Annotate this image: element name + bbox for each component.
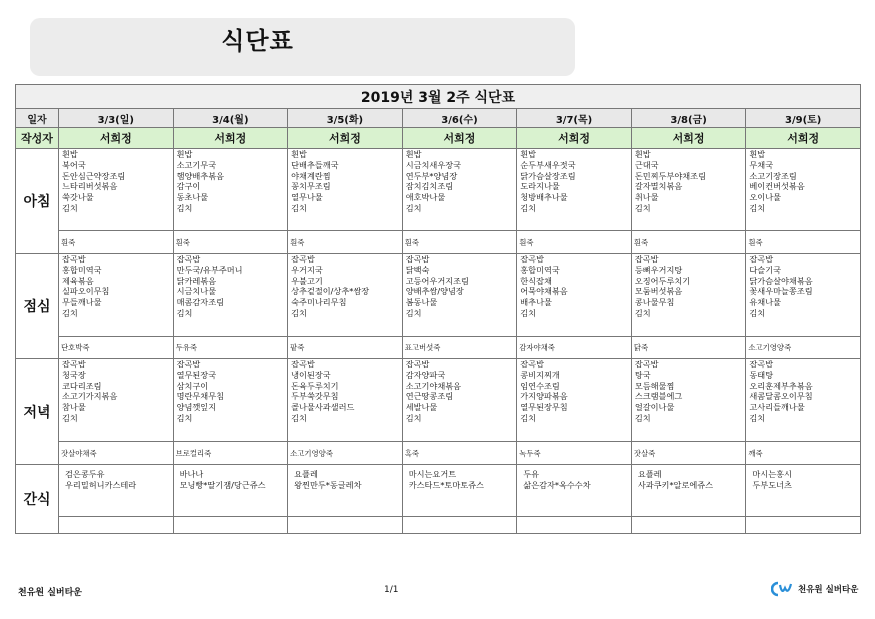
menu-item: 김치 — [634, 412, 651, 423]
menu-item: 유채나물 — [749, 297, 782, 308]
porridge-cell: 두유죽 — [173, 337, 288, 359]
author-cell: 서희정 — [402, 128, 517, 149]
porridge-cell: 브로컬리죽 — [173, 442, 288, 465]
menu-item: 김치 — [749, 307, 766, 318]
menu-item: 감자양파국 — [405, 369, 446, 380]
footer-page-number: 1/1 — [384, 585, 399, 595]
porridge-cell: 소고기영양죽 — [746, 337, 861, 359]
blank-cell — [631, 517, 746, 534]
cuw-logo-icon — [771, 580, 795, 598]
menu-item: 검은콩두유 — [65, 469, 105, 479]
menu-item: 야채계란찜 — [291, 170, 331, 181]
menu-item: 청국장 — [62, 369, 86, 380]
menu-item: 새콤달콤오이무침 — [749, 391, 813, 402]
porridge-cell: 녹두죽 — [517, 442, 632, 465]
menu-item: 무들깨나물 — [62, 297, 102, 308]
menu-item: 잡곡밥 — [176, 359, 201, 369]
blank-cell — [517, 517, 632, 534]
breakfast-row — [16, 149, 861, 231]
menu-item: 사과쿠키*알로에쥬스 — [637, 480, 714, 490]
menu-item: 우리밀허니카스테라 — [65, 480, 137, 490]
menu-item: 청방배추나물 — [520, 192, 568, 203]
menu-item: 숙주미나리무침 — [291, 297, 347, 308]
menu-item: 냉이된장국 — [291, 369, 331, 380]
porridge-cell: 표고버섯죽 — [402, 337, 517, 359]
menu-item: 매콤감자조림 — [176, 297, 225, 308]
menu-item: 꽁치무조림 — [291, 181, 331, 192]
menu-item: 콩비지찌개 — [520, 369, 560, 380]
day-cell: 3/5(화) — [288, 109, 403, 128]
menu-item: 우거지국 — [291, 264, 323, 275]
breakfast-cell — [631, 149, 746, 231]
menu-item: 두유 — [523, 469, 540, 479]
menu-item: 연두부*양념장 — [405, 170, 458, 181]
dinner-row — [16, 359, 861, 442]
breakfast-cell — [517, 149, 632, 231]
snack-cell — [402, 465, 517, 517]
porridge-cell: 흰죽 — [59, 231, 174, 254]
menu-item: 소고기무국 — [176, 159, 217, 170]
lunch-cell — [517, 254, 632, 337]
author-cell: 서희정 — [631, 128, 746, 149]
day-cell: 3/6(수) — [402, 109, 517, 128]
menu-item: 열무나물 — [291, 192, 323, 203]
menu-item: 김치 — [176, 307, 193, 318]
menu-item: 흰밥 — [634, 149, 651, 159]
menu-item: 단배추들깨국 — [291, 159, 339, 170]
menu-item: 애호박나물 — [405, 192, 446, 203]
menu-item: 느타리버섯볶음 — [62, 181, 118, 192]
menu-item: 근대국 — [634, 159, 659, 170]
menu-item: 동초나물 — [176, 192, 209, 203]
porridge-cell: 흰죽 — [631, 231, 746, 254]
breakfast-cell — [59, 149, 174, 231]
blank-cell — [402, 517, 517, 534]
menu-item: 한식잡채 — [520, 275, 552, 286]
dinner-cell — [746, 359, 861, 442]
table-title-row — [16, 85, 861, 109]
lunch-label: 점심 — [16, 254, 59, 359]
porridge-cell: 흰죽 — [173, 231, 288, 254]
menu-item: 흰밥 — [405, 149, 422, 159]
day-cell: 3/4(월) — [173, 109, 288, 128]
menu-item: 잡곡밥 — [62, 254, 86, 264]
menu-item: 햄양배추볶음 — [176, 170, 225, 181]
menu-item: 오징어두루치기 — [634, 275, 691, 286]
weekly-menu-table — [15, 84, 861, 534]
menu-item: 잡곡밥 — [520, 359, 544, 369]
menu-item: 탕국 — [634, 369, 651, 380]
menu-item: 김치 — [749, 412, 766, 423]
menu-item: 잡곡밥 — [520, 254, 544, 264]
snack-cell — [173, 465, 288, 517]
lunch-row — [16, 254, 861, 337]
dinner-label: 저녁 — [16, 359, 59, 465]
menu-item: 연근땅콩조림 — [405, 391, 454, 402]
menu-item: 취나물 — [634, 192, 659, 203]
menu-item: 오이나물 — [749, 192, 782, 203]
menu-item: 두부도너츠 — [752, 480, 792, 490]
breakfast-cell — [288, 149, 403, 231]
porridge-cell: 흰죽 — [517, 231, 632, 254]
author-cell: 서희정 — [59, 128, 174, 149]
menu-item: 잡곡밥 — [749, 359, 774, 369]
snack-cell — [517, 465, 632, 517]
menu-item: 얼갈이나물 — [634, 402, 675, 413]
blank-cell — [173, 517, 288, 534]
menu-item: 김치 — [749, 202, 766, 213]
day-row — [16, 109, 861, 128]
menu-item: 꽃새우마늘쫑조림 — [749, 286, 813, 297]
menu-item: 코다리조림 — [62, 380, 102, 391]
menu-item: 가지양파볶음 — [520, 391, 568, 402]
menu-item: 상추겉절이/상추*쌈장 — [291, 286, 370, 297]
porridge-cell: 흑죽 — [402, 442, 517, 465]
footer-brand — [771, 580, 858, 598]
menu-item: 왕찐만두*동글레차 — [294, 480, 362, 490]
dinner-cell — [631, 359, 746, 442]
menu-item: 제육볶음 — [62, 275, 94, 286]
menu-item: 무채국 — [749, 159, 774, 170]
menu-item: 열무된장국 — [176, 369, 217, 380]
day-cell: 3/3(일) — [59, 109, 174, 128]
day-cell: 3/7(목) — [517, 109, 632, 128]
menu-item: 콜나물사과샐러드 — [291, 402, 355, 413]
menu-item: 김치 — [405, 412, 422, 423]
menu-item: 만두국/유부주머니 — [176, 264, 243, 275]
menu-item: 두부쑥갓무침 — [291, 391, 339, 402]
menu-item: 우불고기 — [291, 275, 323, 286]
dinner-cell — [288, 359, 403, 442]
menu-item: 다슬기국 — [749, 264, 782, 275]
breakfast-cell — [173, 149, 288, 231]
snack-cell — [288, 465, 403, 517]
menu-item: 닭카레볶음 — [176, 275, 217, 286]
porridge-cell: 흰죽 — [746, 231, 861, 254]
snack-blank-row — [16, 517, 861, 534]
day-cell: 3/8(금) — [631, 109, 746, 128]
menu-item: 흰밥 — [176, 149, 193, 159]
menu-item: 잡곡밥 — [291, 359, 315, 369]
lunch-cell — [631, 254, 746, 337]
porridge-cell: 흰죽 — [288, 231, 403, 254]
menu-item: 모닝빵*딸기잼/당근쥬스 — [179, 480, 266, 490]
menu-item: 감구이 — [176, 181, 201, 192]
porridge-cell: 잣살죽 — [631, 442, 746, 465]
blank-cell — [288, 517, 403, 534]
menu-item: 김치 — [520, 412, 537, 423]
menu-item: 북어국 — [62, 159, 86, 170]
breakfast-cell — [746, 149, 861, 231]
snack-label: 간식 — [16, 465, 59, 534]
lunch-cell — [288, 254, 403, 337]
footer-brand-name: 천유원 실버타운 — [798, 585, 859, 595]
menu-item: 삶은감자*옥수수차 — [523, 480, 591, 490]
porridge-cell: 팥죽 — [288, 337, 403, 359]
menu-item: 김치 — [62, 307, 78, 318]
menu-item: 갈자멸치볶음 — [634, 181, 683, 192]
menu-item: 닭가슴살장조림 — [520, 170, 576, 181]
snack-cell — [59, 465, 174, 517]
dinner-cell — [517, 359, 632, 442]
menu-item: 소고기야채볶음 — [405, 380, 462, 391]
menu-item: 잡곡밥 — [62, 359, 86, 369]
menu-item: 흰밥 — [291, 149, 307, 159]
dinner_porridge-row — [16, 442, 861, 465]
menu-item: 삼치구이 — [176, 380, 209, 391]
porridge-cell: 단호박죽 — [59, 337, 174, 359]
menu-item: 김치 — [291, 202, 307, 213]
menu-item: 시금치새우장국 — [405, 159, 462, 170]
menu-item: 양배추쌈/양념장 — [405, 286, 464, 297]
author-cell: 서희정 — [173, 128, 288, 149]
menu-item: 배추나물 — [520, 297, 552, 308]
menu-item: 홍합미역국 — [62, 264, 102, 275]
menu-item: 잠치김치조림 — [405, 181, 454, 192]
porridge-cell: 닭죽 — [631, 337, 746, 359]
author-cell: 서희정 — [288, 128, 403, 149]
lunch_porridge-row — [16, 337, 861, 359]
menu-item: 잡곡밥 — [176, 254, 201, 264]
menu-item: 닭가슴살야채볶음 — [749, 275, 813, 286]
menu-item: 흰밥 — [749, 149, 766, 159]
breakfast-label: 아침 — [16, 149, 59, 254]
page-title: 식단표 — [221, 27, 294, 55]
snack-cell — [746, 465, 861, 517]
menu-item: 소고기가지볶음 — [62, 391, 118, 402]
menu-item: 열무된장무침 — [520, 402, 568, 413]
porridge-cell: 감자야채죽 — [517, 337, 632, 359]
table-title: 2019년 3월 2주 식단표 — [16, 85, 861, 109]
snack-cell — [631, 465, 746, 517]
menu-item: 요플레 — [294, 469, 318, 479]
menu-item: 흰밥 — [520, 149, 537, 159]
dinner-cell — [59, 359, 174, 442]
menu-item: 모둠버섯볶음 — [634, 286, 683, 297]
menu-item: 돈육두루치기 — [291, 380, 339, 391]
menu-item: 등뼈우거지탕 — [634, 264, 683, 275]
menu-item: 김치 — [520, 307, 537, 318]
author-cell: 서희정 — [746, 128, 861, 149]
menu-item: 참나물 — [62, 402, 86, 413]
menu-item: 마시는홍시 — [752, 469, 792, 479]
menu-item: 잡곡밥 — [405, 254, 430, 264]
menu-item: 어묵야채볶음 — [520, 286, 568, 297]
menu-item: 실파오이무침 — [62, 286, 110, 297]
menu-item: 스크램블에그 — [634, 391, 683, 402]
menu-item: 임연수조림 — [520, 380, 560, 391]
author-row — [16, 128, 861, 149]
menu-item: 바나나 — [179, 469, 204, 479]
menu-item: 김치 — [634, 307, 651, 318]
menu-item: 베이컨버섯볶음 — [749, 181, 805, 192]
menu-item: 요플레 — [637, 469, 662, 479]
menu-item: 동태탕 — [749, 369, 774, 380]
menu-item: 닭백숙 — [405, 264, 430, 275]
menu-item: 잡곡밥 — [291, 254, 315, 264]
menu-item: 세발나물 — [405, 402, 438, 413]
day-cell: 3/9(토) — [746, 109, 861, 128]
author-label: 작성자 — [16, 128, 59, 149]
lunch-cell — [402, 254, 517, 337]
dinner-cell — [173, 359, 288, 442]
menu-item: 김치 — [405, 307, 422, 318]
menu-item: 돈안심근약장조림 — [62, 170, 126, 181]
author-cell: 서희정 — [517, 128, 632, 149]
menu-item: 홍합미역국 — [520, 264, 560, 275]
menu-item: 명란무채무침 — [176, 391, 225, 402]
menu-item: 시금치나물 — [176, 286, 217, 297]
menu-item: 김치 — [520, 202, 537, 213]
blank-cell — [59, 517, 174, 534]
menu-item: 봄동나물 — [405, 297, 438, 308]
menu-item: 김치 — [176, 412, 193, 423]
menu-item: 김치 — [176, 202, 193, 213]
dinner-cell — [402, 359, 517, 442]
menu-item: 고사리들깨나물 — [749, 402, 805, 413]
menu-item: 잡곡밥 — [634, 359, 659, 369]
menu-item: 마시는요거트 — [408, 469, 457, 479]
day-label: 일자 — [16, 109, 59, 128]
porridge-cell: 소고기영양죽 — [288, 442, 403, 465]
snack-row — [16, 465, 861, 517]
lunch-cell — [173, 254, 288, 337]
lunch-cell — [746, 254, 861, 337]
menu-item: 오리훈제부추볶음 — [749, 380, 813, 391]
menu-item: 김치 — [291, 307, 307, 318]
porridge-cell: 잣살야채죽 — [59, 442, 174, 465]
menu-item: 양념깻잎지 — [176, 402, 217, 413]
menu-item: 김치 — [405, 202, 422, 213]
menu-item: 김치 — [62, 412, 78, 423]
menu-item: 카스타드*토마토쥬스 — [408, 480, 484, 490]
porridge-cell: 깨죽 — [746, 442, 861, 465]
menu-item: 소고기장조림 — [749, 170, 797, 181]
menu-item: 고등어우거지조림 — [405, 275, 469, 286]
menu-item: 김치 — [291, 412, 307, 423]
breakfast_porridge-row — [16, 231, 861, 254]
page-title-banner — [30, 18, 575, 76]
menu-item: 순두부새우젓국 — [520, 159, 576, 170]
breakfast-cell — [402, 149, 517, 231]
menu-item: 모듬해물찜 — [634, 380, 675, 391]
menu-item: 콩나물무침 — [634, 297, 675, 308]
menu-item: 흰밥 — [62, 149, 78, 159]
porridge-cell: 흰죽 — [402, 231, 517, 254]
menu-item: 김치 — [634, 202, 651, 213]
menu-item: 잡곡밥 — [749, 254, 774, 264]
blank-cell — [746, 517, 861, 534]
menu-item: 김치 — [62, 202, 78, 213]
menu-item: 잡곡밥 — [634, 254, 659, 264]
menu-item: 쑥갓나물 — [62, 192, 94, 203]
menu-item: 돈민찌두부야채조림 — [634, 170, 706, 181]
menu-item: 잡곡밥 — [405, 359, 430, 369]
footer-org-name: 천유원 실버타운 — [18, 588, 82, 598]
menu-item: 도라지나물 — [520, 181, 560, 192]
lunch-cell — [59, 254, 174, 337]
